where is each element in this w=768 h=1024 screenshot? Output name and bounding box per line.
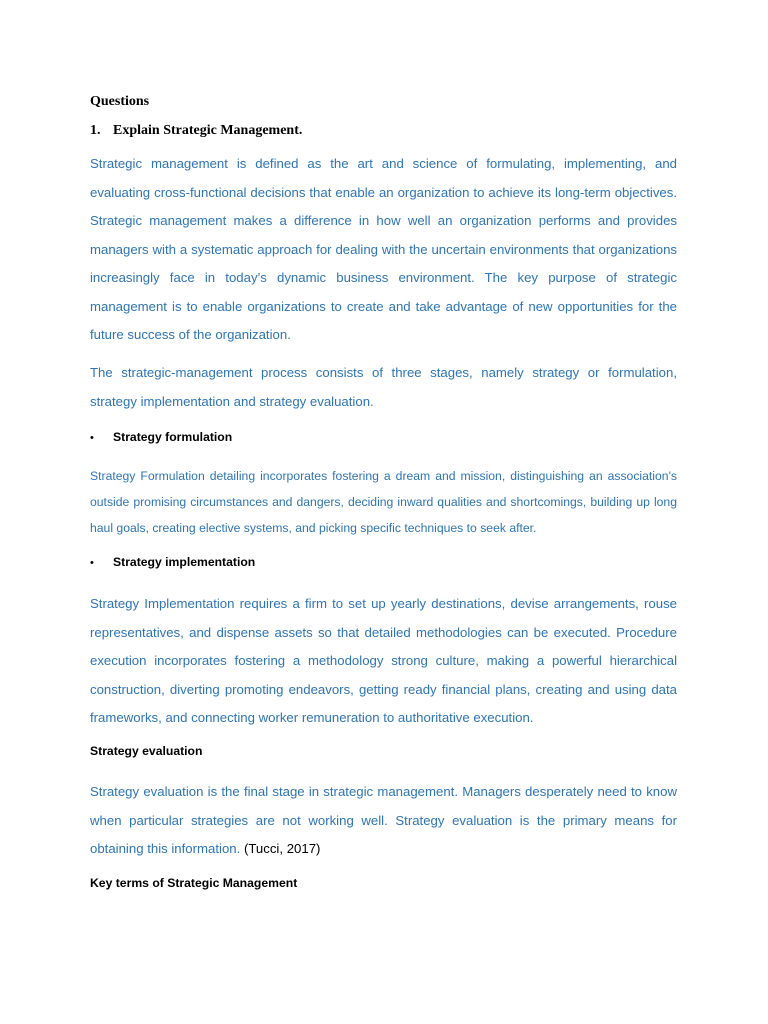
implementation-paragraph: Strategy Implementation requires a firm to set up yearly destinations, devise arrangements, rouse representatives, and dispense assets so that detailed methodologies can be executed. Procedure execution incorporates fostering a methodology strong culture, making a powerful hierarchical construction, diverting promoting endeavors, getting ready financial plans, creating and using data frameworks, and connecting worker remuneration to authoritative execution. (90, 596, 677, 725)
bullet-label: Strategy formulation (113, 430, 233, 444)
bullet-strategy-implementation (90, 555, 255, 569)
subheading-strategy-evaluation: Strategy evaluation (90, 744, 203, 758)
question-text: Explain Strategic Management. (113, 123, 303, 138)
section-heading: Questions (90, 94, 150, 109)
bullet-label: Strategy implementation (113, 555, 256, 569)
subheading-key-terms: Key terms of Strategic Management (90, 876, 298, 890)
bullet-icon: • (90, 557, 94, 569)
process-paragraph: The strategic-management process consists of three stages, namely strategy or formulation, strategy implementation and strategy evaluation. (90, 365, 677, 409)
question-heading (90, 123, 302, 139)
question-number: 1. (90, 123, 101, 138)
bullet-icon: • (90, 432, 94, 444)
evaluation-paragraph (90, 778, 677, 864)
bullet-strategy-formulation (90, 430, 232, 444)
intro-paragraph: Strategic management is defined as the art and science of formulating, implementing, and evaluating cross-functional decisions that enable an organization to achieve its long-term objectives. Strategic management makes a difference in how well an organization performs and provides managers with a systematic approach for dealing with the uncertain environments that organizations increasingly face in today’s dynamic business environment. The key purpose of strategic management is to enable organizations to create and take advantage of new opportunities for the future success of the organization. (90, 156, 677, 342)
evaluation-text: Strategy evaluation is the final stage in strategic management. Managers desperately need to know when particular strategies are not working well. Strategy evaluation is the primary means for obtaining this information. (90, 784, 677, 856)
citation: (Tucci, 2017) (243, 841, 321, 856)
formulation-paragraph: Strategy Formulation detailing incorporates fostering a dream and mission, distinguishing an association's outside promising circumstances and dangers, deciding inward qualities and shortcomings, building up long haul goals, creating elective systems, and picking specific techniques to seek after. (90, 469, 677, 535)
